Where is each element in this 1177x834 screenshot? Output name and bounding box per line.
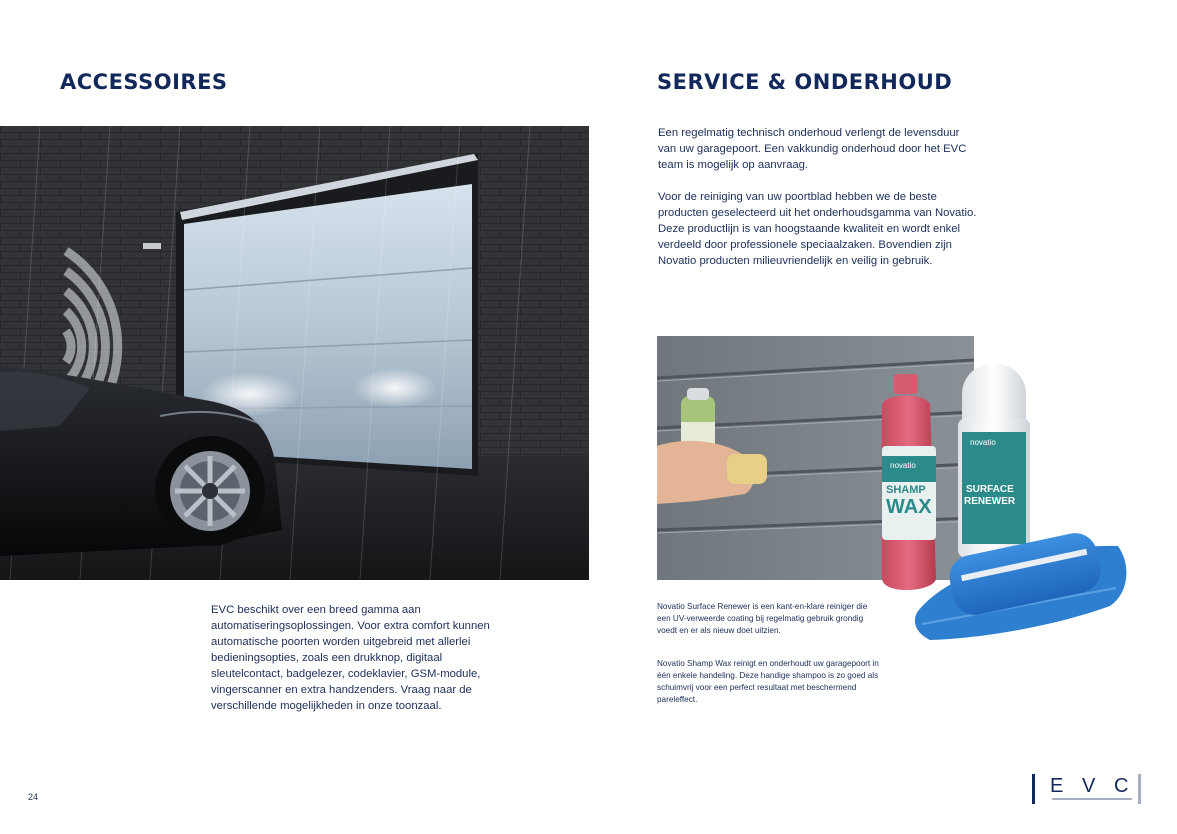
surface-renewer-caption: Novatio Surface Renewer is een kant-en-klare reiniger die een UV-verweerde coating bij regelmatig gebruik grondig voedt en er als nieuw doet uitzien. <box>657 602 868 635</box>
logo-letter-v: V <box>1082 775 1096 797</box>
accessoires-text: EVC beschikt over een breed gamma aan automatiseringsoplossingen. Voor extra comfort kunnen automatische poorten worden uitgebreid met allerlei bedieningsopties, zoals een drukknop, digitaal sleutelcontact, badgelezer, codeklavier, GSM-module, vingerscanner en extra handzenders. Vraag naar de verschillende mogelijkheden in onze toonzaal. <box>211 604 490 712</box>
logo-letter-c: C <box>1114 775 1129 797</box>
accessoires-heading: ACCESSOIRES <box>60 70 228 94</box>
novatio-products <box>870 356 1140 646</box>
surface-renewer-label-1: SURFACE <box>966 484 1014 495</box>
surface-renewer-label-2: RENEWER <box>964 496 1016 507</box>
shamp-wax-label-1: SHAMP <box>886 484 926 496</box>
service-heading: SERVICE & ONDERHOUD <box>657 70 953 94</box>
page-number: 24 <box>28 792 39 802</box>
novatio-brand-1: novatio <box>890 461 916 470</box>
shamp-wax-label-2: WAX <box>886 496 932 518</box>
evc-logo <box>1032 772 1152 806</box>
garage-door-photo <box>0 126 589 580</box>
novatio-brand-2: novatio <box>970 438 996 447</box>
novatio-intro-text: Voor de reiniging van uw poortblad hebben we de beste producten geselecteerd uit het onderhoudsgamma van Novatio. Deze productlijn is van hoogstaande kwaliteit en wordt enkel verdeeld door professionele speciaalzaken. Bovendien zijn Novatio producten milieuvriendelijk en veilig in gebruik. <box>658 191 977 267</box>
service-intro-text: Een regelmatig technisch onderhoud verlengt de levensduur van uw garagepoort. Een vakkundig onderhoud door het EVC team is mogelijk op aanvraag. <box>658 127 967 171</box>
logo-letter-e: E <box>1050 775 1064 797</box>
shamp-wax-caption: Novatio Shamp Wax reinigt en onderhoudt uw garagepoort in één enkele handeling. Deze handige shampoo is zo goed als schuimvrij voor een perfect resultaat met beschermend pareleffect. <box>657 659 879 704</box>
